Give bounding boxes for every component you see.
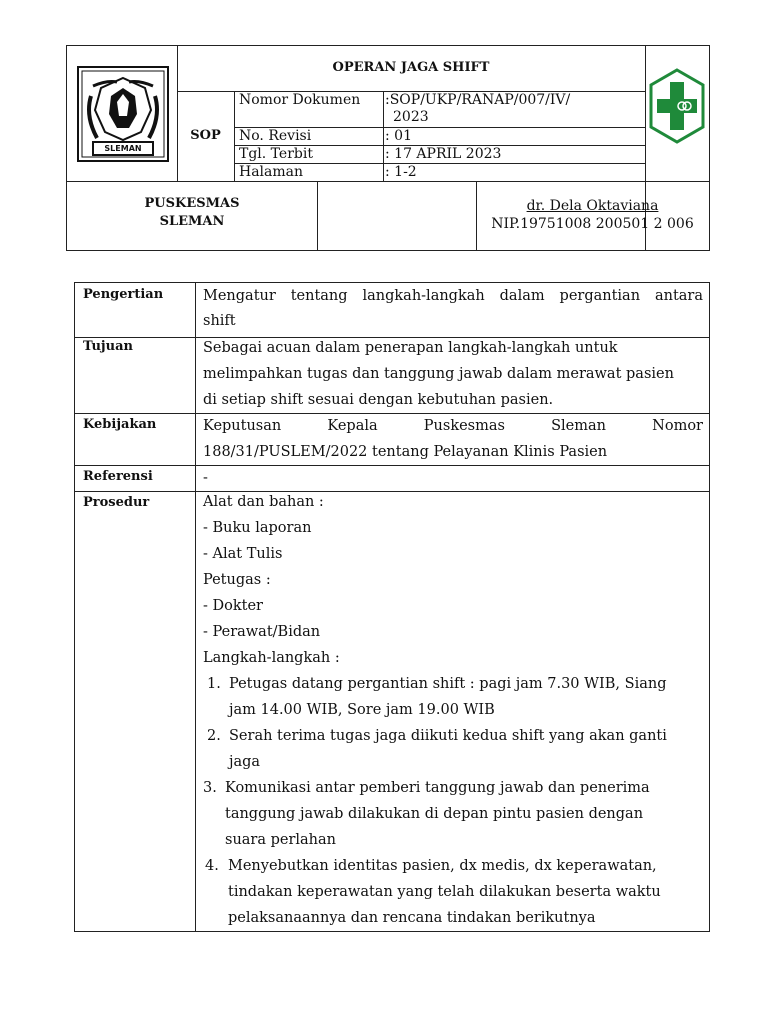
step-text: jam 14.00 WIB, Sore jam 19.00 WIB — [229, 702, 495, 718]
meta-label-page: Halaman — [239, 164, 304, 180]
steps-heading: Langkah-langkah : — [203, 650, 340, 666]
signer-nip: NIP.19751008 200501 2 006 — [491, 216, 694, 232]
meta-value-document-number-year: 2023 — [393, 109, 429, 125]
definition-line-2: shift — [203, 313, 236, 329]
step-number: 3. — [203, 780, 217, 796]
definition-line-1: Mengatur tentang langkah-langkah dalam pergantian antara — [203, 288, 703, 304]
step-text: Serah terima tugas jaga diikuti kedua shift yang akan ganti — [229, 728, 667, 744]
step-text: Menyebutkan identitas pasien, dx medis, dx keperawatan, — [228, 858, 657, 874]
step-text: Komunikasi antar pemberi tanggung jawab dan penerima — [225, 780, 650, 796]
meta-value-document-number: :SOP/UKP/RANAP/007/IV/ — [385, 92, 571, 108]
meta-label-issue-date: Tgl. Terbit — [239, 146, 313, 162]
row-label-reference: Referensi — [83, 469, 153, 484]
reference-value: - — [203, 470, 208, 486]
sop-label: SOP — [190, 128, 221, 143]
step-text: suara perlahan — [225, 832, 337, 848]
step-number: 2. — [207, 728, 221, 744]
staff-heading: Petugas : — [203, 572, 271, 588]
step-text: tindakan keperawatan yang telah dilakukan beserta waktu — [228, 884, 661, 900]
puskesmas-logo — [649, 68, 705, 144]
policy-line-1: Keputusan Kepala Puskesmas Sleman Nomor — [203, 418, 703, 434]
tools-item: - Alat Tulis — [203, 546, 283, 562]
meta-value-revision: : 01 — [385, 128, 412, 144]
tools-item: - Buku laporan — [203, 520, 312, 536]
step-text: Petugas datang pergantian shift : pagi jam 7.30 WIB, Siang — [229, 676, 667, 692]
step-number: 1. — [207, 676, 221, 692]
purpose-line-1: Sebagai acuan dalam penerapan langkah-langkah untuk — [203, 340, 618, 356]
step-number: 4. — [205, 858, 219, 874]
step-text: jaga — [229, 754, 261, 770]
tools-heading: Alat dan bahan : — [203, 494, 324, 510]
purpose-line-2: melimpahkan tugas dan tanggung jawab dalam merawat pasien — [203, 366, 674, 382]
logo-text: SLEMAN — [104, 144, 142, 153]
staff-item: - Perawat/Bidan — [203, 624, 321, 640]
row-label-definition: Pengertian — [83, 287, 164, 302]
institution-location: SLEMAN — [159, 214, 225, 229]
policy-line-2: 188/31/PUSLEM/2022 tentang Pelayanan Klinis Pasien — [203, 444, 608, 460]
step-text: tanggung jawab dilakukan di depan pintu pasien dengan — [225, 806, 644, 822]
row-label-purpose: Tujuan — [83, 339, 133, 354]
staff-item: - Dokter — [203, 598, 263, 614]
sop-header — [66, 45, 710, 251]
row-label-policy: Kebijakan — [83, 417, 157, 432]
signer-name: dr. Dela Oktaviana — [526, 198, 659, 214]
institution-name: PUSKESMAS — [144, 196, 240, 211]
row-label-procedure: Prosedur — [83, 495, 150, 510]
health-cross-icon — [649, 68, 705, 144]
meta-value-issue-date: : 17 APRIL 2023 — [385, 146, 502, 162]
sop-content-table — [74, 282, 710, 932]
purpose-line-3: di setiap shift sesuai dengan kebutuhan pasien. — [203, 392, 554, 408]
meta-value-page: : 1-2 — [385, 164, 417, 180]
document-title: OPERAN JAGA SHIFT — [332, 60, 490, 75]
meta-label-revision: No. Revisi — [239, 128, 312, 144]
sleman-emblem-logo — [77, 66, 169, 162]
meta-label-document-number: Nomor Dokumen — [239, 92, 361, 108]
step-text: pelaksanaannya dan rencana tindakan berikutnya — [228, 910, 596, 926]
